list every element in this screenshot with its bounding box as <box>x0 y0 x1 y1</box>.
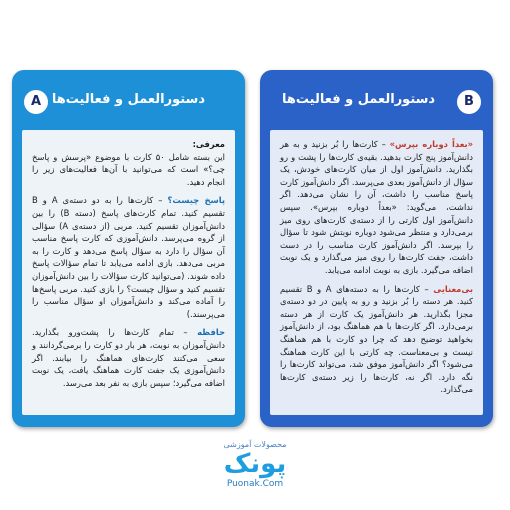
activity-text: – کارت‌ها را به دسته‌های A و B تقسیم کنید. هر دسته را بُر بزنید و رو به پایین در دو دسته‌ی مجزا بگذارید. هر دانش‌آموز یک کارت از هر دسته برمی‌دارد. اگر کارت‌ها با هم هماهنگ بود، از دانش‌آموز بخواهید توضیح دهد که چرا دو کارت با هم هماهنگ نیست و بی‌معناست. چه کارتی با این کارت هماهنگ می‌شود؟ اگر دانش‌آموز موفق شد، می‌تواند کارت‌ها را نگه دارد. اگر نه، کارت‌ها را زیر دسته‌ی کارت‌ها می‌گذارد. <box>280 283 473 395</box>
card-a-activity-1 <box>32 194 225 320</box>
card-b-badge: B <box>457 90 481 114</box>
card-b-header <box>260 70 493 130</box>
activity-text: – کارت‌ها را بُر بزنید و به هر دانش‌آموز پنج کارت بدهید. بقیه‌ی کارت‌ها را پشت و رو بگذارید. دانش‌آموز اول از میان کارت‌های خودش، یک سؤال از دانش‌آموز بعدی می‌پرسد. اگر دانش‌آموز کارت پاسخ مناسب را داشت، آن را نشان می‌دهد. اگر نداشت، می‌گوید: «بعداً دوباره بپرس». سپس دانش‌آموز اول کارتی را از دسته‌ی کارت‌های روی میز برمی‌دارد و منتظر می‌شود دوباره نوبتش شود تا سؤال را بپرسد. اگر دانش‌آموز کارت مناسب را در دست داشت، جفت کارت‌ها را روی میز می‌گذارد و یک نوبت اضافه می‌گیرد. بازی به نوبت ادامه می‌یابد. <box>280 139 473 275</box>
card-b-panel <box>270 130 483 415</box>
activity-label: «بعداً دوباره بپرس» <box>389 139 474 149</box>
card-b <box>260 70 493 427</box>
brand-url: Puonak.Com <box>226 479 284 489</box>
card-b-title: دستورالعمل و فعالیت‌ها <box>282 92 436 107</box>
brand-wordmark: پونک <box>223 449 287 479</box>
card-a-badge: A <box>24 90 48 114</box>
activity-label: حافظه <box>197 327 225 338</box>
card-a <box>12 70 245 427</box>
intro-label: معرفی: <box>192 139 225 149</box>
brand-subtitle: محصولات آموزشی <box>223 440 287 449</box>
intro-text: این بسته شامل ۵۰ کارت با موضوع «پرسش و پاسخ چی؟» است که می‌توانید با آن‌ها فعالیت‌های زیر را انجام دهید. <box>32 151 225 187</box>
activity-label: بی‌معنایی <box>433 283 473 294</box>
card-a-title: دستورالعمل و فعالیت‌ها <box>51 92 205 107</box>
activity-label: پاسخ چیست؟ <box>167 195 226 206</box>
activity-text: – کارت‌ها را به دو دسته‌ی A و B تقسیم کنید. تمام کارت‌های پاسخ (دسته B) را بین دانش‌آموزان تقسیم کنید. مربی (از دسته‌ی A) سؤالی از گروه می‌پرسد. دانش‌آموزی که کارت پاسخ مناسب آن سؤال را دارد به سؤال پاسخ می‌دهد و کارت را به مربی می‌دهد. بازی ادامه می‌یابد تا تمام سؤالات پاسخ داده شوند. (می‌توانید کارت سؤالات را بین دانش‌آموزان تقسیم کنید و سؤال چیست؟ را بازی کنید. مربی پاسخ‌ها را آماده می‌کند و دانش‌آموزان او سؤال مناسب را می‌پرسند.) <box>32 195 226 319</box>
card-a-intro <box>32 138 225 188</box>
card-b-activity-2 <box>280 283 473 396</box>
card-a-activity-2 <box>32 326 225 389</box>
brand-logo <box>170 440 340 506</box>
card-b-activity-1 <box>280 138 473 277</box>
card-a-panel <box>22 130 235 415</box>
activity-text: – تمام کارت‌ها را پشت‌ورو بگذارید. دانش‌آموزان به نوبت، هر بار دو کارت را برمی‌گردانند و سعی می‌کنند کارت‌های هماهنگ را بیابند. اگر دانش‌آموزی یک جفت کارت هماهنگ یافت، یک نوبت اضافه می‌گیرد؛ سپس بازی به نفر بعد می‌رسد. <box>32 327 225 388</box>
card-a-header <box>12 70 245 130</box>
